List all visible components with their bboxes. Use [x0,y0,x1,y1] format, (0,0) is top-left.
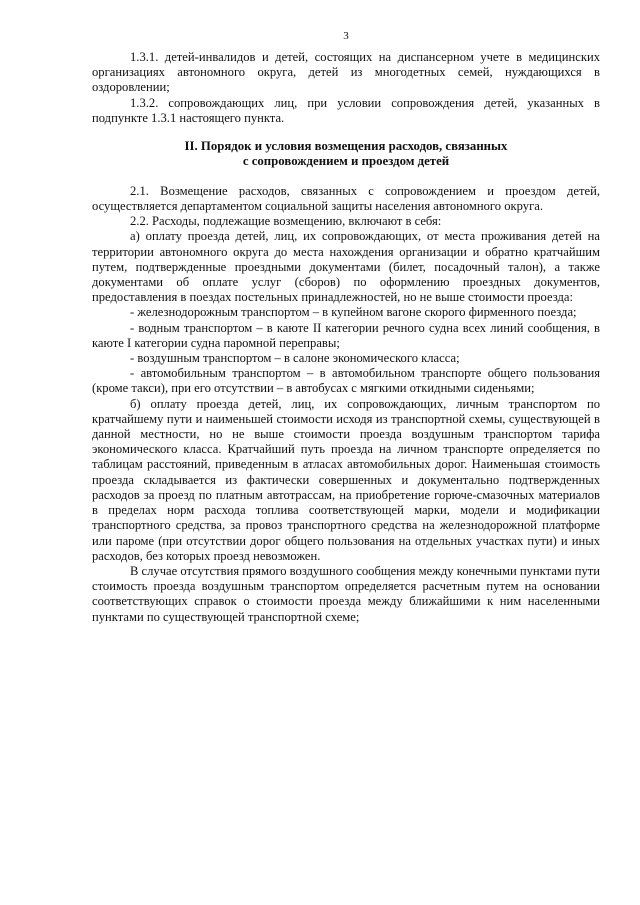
paragraph-2-2-b: б) оплату проезда детей, лиц, их сопровождающих, личным транспортом по кратчайшему пути и наименьшей стоимости исходя из транспортной схемы, существующей в данной местности, но не выше стоимости проезда воздушным транспортом тарифа экономического класса. Кратчайший путь проезда на личном транспорте определяется по таблицам расстояний, приведенным в атласах автомобильных дорог. Наименьшая стоимость проезда складывается из фактически совершенных и документально подтвержденных расходов за проезд по платным автотрассам, на приобретение горюче-смазочных материалов в пределах норм расхода топлива соответствующей марки, модели и модификации транспортного средства, за провоз транспортного средства на железнодорожной платформе или пароме (при отсутствии дорог общего пользования на отдельных участках пути) и иных расходов, без которых проезд невозможен. [92,396,600,563]
page-number: 3 [343,30,349,42]
section-title [92,139,600,170]
paragraph-2-1: 2.1. Возмещение расходов, связанных с сопровождением и проездом детей, осуществляется департаментом социальной защиты населения автономного округа. [92,183,600,214]
list-item-auto: - автомобильным транспортом – в автомобильном транспорте общего пользования (кроме такси), при его отсутствии – в автобусах с мягкими откидными сиденьями; [92,366,600,396]
list-item-water: - водным транспортом – в каюте II категории речного судна всех линий сообщения, в каюте I категории судна паромной переправы; [92,320,600,350]
section-title-line-2: с сопровождением и проездом детей [242,154,450,169]
paragraph-no-direct-flight: В случае отсутствия прямого воздушного сообщения между конечными пунктами пути стоимость проезда воздушным транспортом определяется расчетным путем на основании соответствующих справок о стоимости проезда между ближайшими к ним населенными пунктами по существующей транспортной схеме; [92,563,601,624]
paragraph-1-3-2: 1.3.2. сопровождающих лиц, при условии сопровождения детей, указанных в подпункте 1.3.1 настоящего пункта. [92,95,600,125]
list-item-rail: - железнодорожным транспортом – в купейном вагоне скорого фирменного поезда; [130,305,577,320]
section-title-line-1: II. Порядок и условия возмещения расходов, связанных [184,139,508,154]
list-item-air: - воздушным транспортом – в салоне экономического класса; [130,351,460,366]
paragraph-2-2: 2.2. Расходы, подлежащие возмещению, включают в себя: [130,214,442,229]
document-page [92,30,600,625]
paragraph-2-2-a: а) оплату проезда детей, лиц, их сопровождающих, от места проживания детей на территории автономного округа до места нахождения организации и обратно кратчайшим путем, подтвержденные проездными документами (билет, посадочный талон), а также документами об оплате услуг (сборов) по оформлению проездных документов, предоставления в поездах постельных принадлежностей, но не выше стоимости проезда: [92,229,600,305]
paragraph-1-3-1: 1.3.1. детей-инвалидов и детей, состоящих на диспансерном учете в медицинских организациях автономного округа, детей из многодетных семей, нуждающихся в оздоровлении; [92,50,600,95]
